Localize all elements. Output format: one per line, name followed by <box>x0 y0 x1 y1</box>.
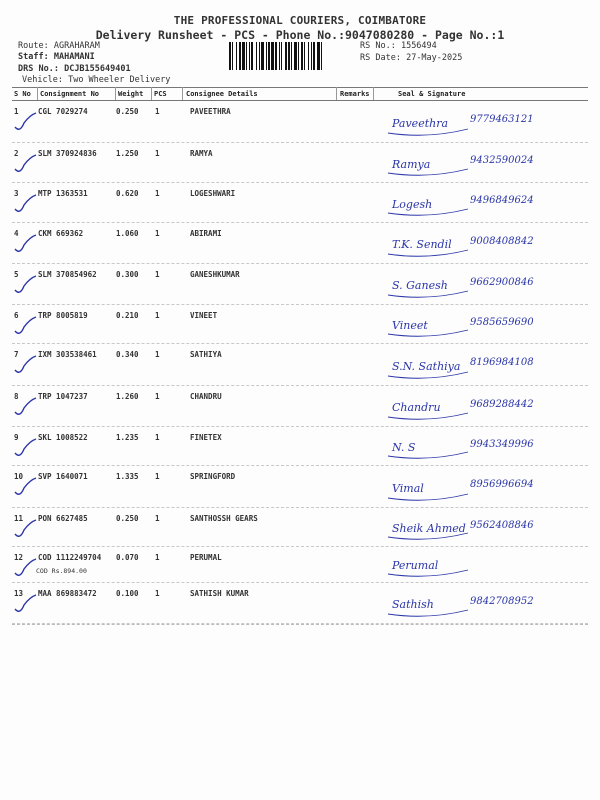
svg-text:9662900846: 9662900846 <box>470 277 534 288</box>
svg-text:Ramya: Ramya <box>392 158 431 171</box>
col-header-consignee: Consignee Details <box>186 90 258 98</box>
row-pcs: 1 <box>155 270 160 279</box>
row-sno: 2 <box>14 149 19 158</box>
handwritten-signature <box>378 305 588 344</box>
rs-date-line <box>360 53 462 63</box>
svg-text:Vineet: Vineet <box>392 319 428 332</box>
col-header-sno: S No <box>14 90 31 98</box>
delivered-tick-mark <box>12 274 38 296</box>
table-row <box>12 386 588 427</box>
row-consignment-no: MTP 1363531 <box>38 189 88 198</box>
svg-text:N. S: N. S <box>392 441 416 454</box>
row-consignee: SATHISH KUMAR <box>190 589 249 598</box>
row-consignee: GANESHKUMAR <box>190 270 240 279</box>
row-consignment-no: IXM 303538461 <box>38 350 97 359</box>
svg-text:9943349996: 9943349996 <box>470 439 534 450</box>
delivered-tick-mark <box>12 153 38 175</box>
handwritten-signature <box>378 547 588 583</box>
rs-no-value: 1556494 <box>400 41 437 51</box>
row-weight: 0.250 <box>116 514 139 523</box>
col-header-consignment: Consignment No <box>40 90 100 98</box>
svg-text:9779463121: 9779463121 <box>470 114 534 125</box>
delivered-tick-mark <box>12 557 38 579</box>
col-divider <box>37 87 38 100</box>
svg-text:9562408846: 9562408846 <box>470 520 534 531</box>
row-consignment-no: TRP 8005819 <box>38 311 88 320</box>
col-header-remarks: Remarks <box>340 90 370 98</box>
staff-value: MAHAMANI <box>53 52 95 62</box>
drs-line <box>18 64 131 74</box>
row-consignee: SATHIYA <box>190 350 222 359</box>
col-divider <box>373 87 374 100</box>
delivered-tick-mark <box>12 396 38 418</box>
rs-no-line <box>360 41 437 51</box>
row-consignment-no: CKM 669362 <box>38 229 84 238</box>
row-pcs: 1 <box>155 350 160 359</box>
row-consignment-no: CGL 7029274 <box>38 107 88 116</box>
table-row <box>12 143 588 183</box>
row-weight: 0.250 <box>116 107 139 116</box>
row-weight: 0.300 <box>116 270 139 279</box>
row-consignment-no: SKL 1008522 <box>38 433 88 442</box>
row-weight: 0.210 <box>116 311 139 320</box>
handwritten-signature <box>378 583 588 624</box>
row-consignee: CHANDRU <box>190 392 222 401</box>
handwritten-signature <box>378 264 588 305</box>
staff-line <box>18 52 95 62</box>
route-line <box>18 41 100 51</box>
row-pcs: 1 <box>155 107 160 116</box>
runsheet-subtitle: Delivery Runsheet - PCS - Phone No.:9047080280 - Page No.:1 <box>95 28 505 42</box>
row-pcs: 1 <box>155 229 160 238</box>
rs-no-label: RS No.: <box>360 41 396 51</box>
row-pcs: 1 <box>155 392 160 401</box>
table-row <box>12 223 588 264</box>
row-weight: 0.340 <box>116 350 139 359</box>
table-row <box>12 344 588 386</box>
col-divider <box>115 87 116 100</box>
row-sno: 1 <box>14 107 19 116</box>
svg-text:Chandru: Chandru <box>392 401 441 414</box>
row-consignment-no: SVP 1640071 <box>38 472 88 481</box>
svg-text:9689288442: 9689288442 <box>470 399 534 410</box>
row-weight: 1.250 <box>116 149 139 158</box>
handwritten-signature <box>378 386 588 427</box>
row-pcs: 1 <box>155 514 160 523</box>
row-consignment-no: MAA 869883472 <box>38 589 97 598</box>
row-consignee: PAVEETHRA <box>190 107 231 116</box>
vehicle-value: Two Wheeler Delivery <box>68 75 171 85</box>
row-weight: 0.100 <box>116 589 139 598</box>
row-pcs: 1 <box>155 472 160 481</box>
drs-value: DCJB155649401 <box>64 64 131 74</box>
svg-text:9008408842: 9008408842 <box>470 236 534 247</box>
svg-text:9842708952: 9842708952 <box>470 596 534 607</box>
delivered-tick-mark <box>12 111 38 133</box>
rs-date-label: RS Date: <box>360 53 401 63</box>
row-consignment-no: SLM 370924836 <box>38 149 97 158</box>
handwritten-signature <box>378 143 588 183</box>
rs-date-value: 27-May-2025 <box>406 53 463 63</box>
cod-amount-note: COD Rs.894.00 <box>36 567 87 575</box>
table-row <box>12 264 588 305</box>
table-top-rule <box>12 87 588 88</box>
handwritten-signature <box>378 427 588 466</box>
svg-text:9432590024: 9432590024 <box>470 155 534 166</box>
row-weight: 0.070 <box>116 553 139 562</box>
vehicle-label: Vehicle: <box>22 75 63 85</box>
row-weight: 1.235 <box>116 433 139 442</box>
col-header-pcs: PCS <box>154 90 167 98</box>
svg-text:Sheik Ahmed: Sheik Ahmed <box>392 522 466 535</box>
svg-text:S.N. Sathiya: S.N. Sathiya <box>392 360 461 373</box>
vehicle-line <box>22 75 170 85</box>
table-row <box>12 427 588 466</box>
row-consignee: LOGESHWARI <box>190 189 236 198</box>
delivered-tick-mark <box>12 193 38 215</box>
row-pcs: 1 <box>155 311 160 320</box>
row-sno: 5 <box>14 270 19 279</box>
row-pcs: 1 <box>155 149 160 158</box>
row-consignee: RAMYA <box>190 149 213 158</box>
route-label: Route: <box>18 41 49 51</box>
delivered-tick-mark <box>12 233 38 255</box>
svg-text:Sathish: Sathish <box>392 598 434 611</box>
row-sno: 7 <box>14 350 19 359</box>
table-row <box>12 508 588 547</box>
row-consignee: FINETEX <box>190 433 222 442</box>
col-header-weight: Weight <box>118 90 144 98</box>
row-pcs: 1 <box>155 189 160 198</box>
handwritten-signature <box>378 223 588 264</box>
table-row <box>12 583 588 624</box>
row-pcs: 1 <box>155 589 160 598</box>
svg-text:S. Ganesh: S. Ganesh <box>392 279 448 292</box>
col-divider <box>182 87 183 100</box>
row-weight: 1.335 <box>116 472 139 481</box>
staff-label: Staff: <box>18 52 49 62</box>
svg-text:9496849624: 9496849624 <box>470 195 534 206</box>
col-divider <box>336 87 337 100</box>
col-divider <box>151 87 152 100</box>
handwritten-signature <box>378 466 588 508</box>
table-row <box>12 101 588 143</box>
svg-text:Logesh: Logesh <box>392 198 433 211</box>
route-value: AGRAHARAM <box>53 41 100 51</box>
row-pcs: 1 <box>155 433 160 442</box>
row-consignment-no: PON 6627485 <box>38 514 88 523</box>
handwritten-signature <box>378 183 588 223</box>
row-consignee: VINEET <box>190 311 218 320</box>
row-consignment-no: SLM 370854962 <box>38 270 97 279</box>
row-consignment-no: COD 1112249704 <box>38 553 102 562</box>
row-consignment-no: TRP 1047237 <box>38 392 88 401</box>
company-title: THE PROFESSIONAL COURIERS, COIMBATORE <box>173 14 427 27</box>
row-weight: 1.060 <box>116 229 139 238</box>
delivered-tick-mark <box>12 593 38 615</box>
row-sno: 11 <box>14 514 24 523</box>
svg-text:8956996694: 8956996694 <box>470 479 534 490</box>
svg-text:T.K. Sendil: T.K. Sendil <box>392 238 452 251</box>
handwritten-signature <box>378 344 588 386</box>
svg-text:Perumal: Perumal <box>392 559 439 572</box>
row-weight: 1.260 <box>116 392 139 401</box>
row-pcs: 1 <box>155 553 160 562</box>
row-consignee: SANTHOSSH GEARS <box>190 514 258 523</box>
delivered-tick-mark <box>12 518 38 540</box>
row-sno: 3 <box>14 189 19 198</box>
row-sno: 6 <box>14 311 19 320</box>
handwritten-signature <box>378 508 588 547</box>
row-weight: 0.620 <box>116 189 139 198</box>
row-sno: 9 <box>14 433 19 442</box>
svg-text:Paveethra: Paveethra <box>392 117 449 130</box>
row-consignee: PERUMAL <box>190 553 222 562</box>
row-consignee: SPRINGFORD <box>190 472 236 481</box>
table-row <box>12 305 588 344</box>
delivered-tick-mark <box>12 476 38 498</box>
row-sno: 10 <box>14 472 24 481</box>
row-consignee: ABIRAMI <box>190 229 222 238</box>
delivered-tick-mark <box>12 437 38 459</box>
row-sno: 8 <box>14 392 19 401</box>
row-sno: 13 <box>14 589 24 598</box>
table-bottom-rule <box>12 624 588 625</box>
svg-text:Vimal: Vimal <box>392 482 424 495</box>
delivered-tick-mark <box>12 354 38 376</box>
row-sno: 4 <box>14 229 19 238</box>
drs-label: DRS No.: <box>18 64 59 74</box>
svg-text:9585659690: 9585659690 <box>470 317 534 328</box>
col-header-signature: Seal & Signature <box>398 90 466 98</box>
delivered-tick-mark <box>12 315 38 337</box>
table-row <box>12 547 588 583</box>
row-sno: 12 <box>14 553 24 562</box>
barcode-image <box>229 42 353 70</box>
svg-text:8196984108: 8196984108 <box>470 357 534 368</box>
table-row <box>12 466 588 508</box>
table-row <box>12 183 588 223</box>
handwritten-signature <box>378 101 588 143</box>
